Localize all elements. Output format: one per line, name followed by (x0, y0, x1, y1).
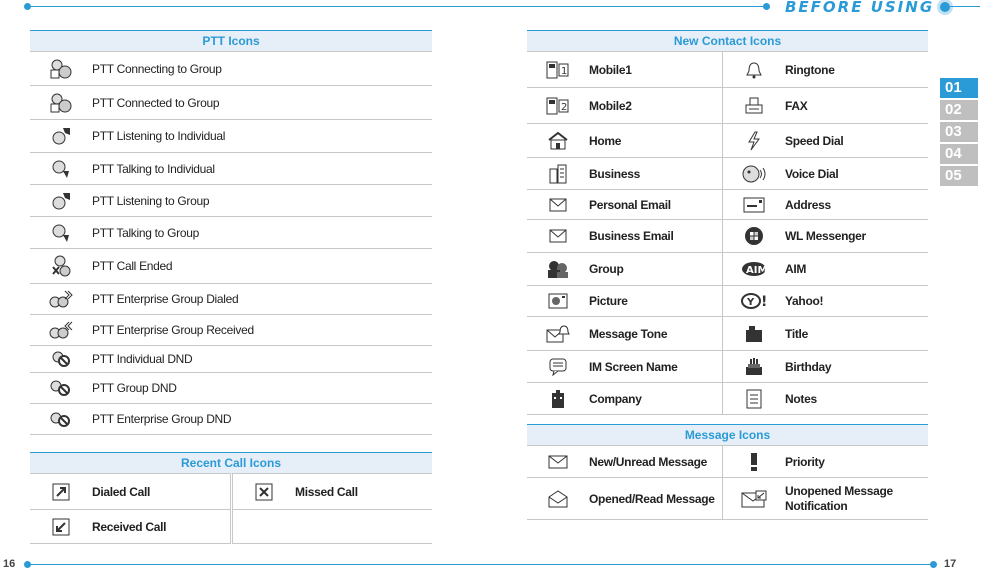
missed-call-icon (255, 484, 273, 498)
top-rule-right (950, 6, 980, 7)
table-row (30, 52, 432, 86)
message-tone-label: Message Tone (589, 326, 668, 341)
bottom-rule-dot-right (930, 561, 937, 568)
table-row (527, 124, 928, 158)
home-label: Home (589, 133, 622, 148)
picture-icon (548, 293, 568, 307)
table-row (30, 217, 432, 249)
table-row (527, 253, 928, 286)
mobile2-label: Mobile2 (589, 98, 632, 113)
ptt-call-ended-icon (50, 258, 72, 272)
ptt-talking-individual-icon (50, 161, 72, 175)
unopened-message-notification-label: Unopened Message Notification (785, 483, 893, 513)
ptt-enterprise-received-label: PTT Enterprise Group Received (92, 323, 254, 337)
company-label: Company (589, 391, 642, 406)
chapter-tabs (940, 78, 978, 188)
ptt-group-dnd-label: PTT Group DND (92, 381, 177, 395)
personal-email-icon (549, 197, 567, 211)
mobile1-icon (546, 62, 570, 76)
voice-dial-label: Voice Dial (785, 166, 839, 181)
chapter-tab-05[interactable]: 05 (940, 166, 978, 186)
opened-read-message-icon (548, 491, 568, 505)
title-icon (745, 326, 763, 340)
ptt-connected-group-label: PTT Connected to Group (92, 95, 220, 110)
aim-icon (741, 261, 767, 275)
received-call-label: Received Call (92, 519, 167, 534)
unopened-message-notification-icon (741, 491, 767, 505)
ptt-individual-dnd-icon (50, 351, 72, 365)
birthday-label: Birthday (785, 359, 832, 374)
yahoo-label: Yahoo! (785, 294, 824, 308)
birthday-icon (744, 359, 764, 373)
table-row (527, 158, 928, 190)
wl-messenger-label: WL Messenger (785, 229, 866, 243)
svg-text:Y: Y (747, 297, 755, 308)
aim-label: AIM (785, 262, 807, 276)
ptt-talking-group-icon (50, 225, 72, 239)
ptt-individual-dnd-label: PTT Individual DND (92, 352, 193, 366)
address-label: Address (785, 197, 831, 212)
ptt-talking-group-label: PTT Talking to Group (92, 225, 199, 240)
group-label: Group (589, 262, 624, 276)
speed-dial-icon (745, 133, 763, 147)
group-icon (546, 261, 570, 275)
table-row (30, 373, 432, 404)
ptt-listening-individual-icon (50, 128, 72, 142)
address-icon (743, 197, 765, 211)
wl-messenger-icon (744, 228, 764, 242)
fax-icon (745, 98, 763, 112)
ptt-listening-individual-label: PTT Listening to Individual (92, 129, 226, 143)
table-row (30, 284, 432, 315)
top-rule-dot-right (940, 2, 950, 12)
notes-label: Notes (785, 391, 817, 406)
section-title: BEFORE USING (785, 0, 935, 16)
new-contact-icons-table (527, 30, 928, 415)
recent-call-icons-title: Recent Call Icons (30, 453, 432, 474)
table-row (527, 317, 928, 351)
priority-icon (748, 454, 760, 468)
voice-dial-icon (742, 166, 766, 180)
bottom-rule-dot-left (24, 561, 31, 568)
table-row (527, 220, 928, 253)
table-row (527, 52, 928, 88)
table-row (30, 315, 432, 346)
table-row (30, 153, 432, 185)
table-row (30, 346, 432, 373)
top-rule (28, 6, 768, 7)
table-row (30, 86, 432, 120)
page-number-left: 16 (3, 558, 16, 570)
table-row (527, 190, 928, 220)
ptt-enterprise-received-icon (49, 322, 73, 336)
notes-icon (746, 391, 762, 405)
table-row (30, 510, 432, 544)
svg-text:1: 1 (561, 65, 568, 77)
svg-text:AIM: AIM (746, 265, 767, 276)
svg-text:2: 2 (561, 101, 568, 113)
dialed-call-label: Dialed Call (92, 484, 151, 499)
table-row (30, 185, 432, 217)
top-rule-dot-mid (763, 3, 770, 10)
chapter-tab-03[interactable]: 03 (940, 122, 978, 142)
chapter-tab-04[interactable]: 04 (940, 144, 978, 164)
mobile1-label: Mobile1 (589, 62, 632, 77)
ptt-listening-group-label: PTT Listening to Group (92, 193, 210, 208)
company-icon (550, 391, 566, 405)
table-row (30, 120, 432, 153)
ptt-enterprise-dnd-icon (50, 411, 72, 425)
home-icon (548, 133, 568, 147)
ptt-enterprise-dialed-icon (49, 291, 73, 305)
im-screen-name-label: IM Screen Name (589, 359, 678, 374)
mobile2-icon (546, 98, 570, 112)
table-row (527, 478, 928, 520)
ptt-enterprise-dnd-label: PTT Enterprise Group DND (92, 412, 232, 426)
ptt-icons-table (30, 30, 432, 435)
new-unread-message-label: New/Unread Message (589, 454, 707, 469)
table-row (527, 88, 928, 124)
new-unread-message-icon (548, 454, 568, 468)
im-screen-name-icon (549, 359, 567, 373)
bottom-rule (28, 564, 930, 565)
table-row (527, 446, 928, 478)
table-row (30, 249, 432, 284)
table-row (30, 474, 432, 510)
chapter-tab-02[interactable]: 02 (940, 100, 978, 120)
ptt-call-ended-label: PTT Call Ended (92, 259, 173, 273)
fax-label: FAX (785, 98, 808, 113)
message-tone-icon (546, 326, 570, 340)
ptt-talking-individual-label: PTT Talking to Individual (92, 161, 215, 176)
table-row (527, 286, 928, 317)
personal-email-label: Personal Email (589, 197, 671, 212)
ptt-connecting-group-label: PTT Connecting to Group (92, 61, 222, 76)
table-row (30, 404, 432, 435)
priority-label: Priority (785, 454, 825, 469)
speed-dial-label: Speed Dial (785, 133, 844, 148)
ptt-connected-group-icon (50, 95, 72, 109)
missed-call-label: Missed Call (295, 484, 358, 499)
chapter-tab-01[interactable]: 01 (940, 78, 978, 98)
message-icons-title: Message Icons (527, 425, 928, 446)
recent-call-icons-table (30, 452, 432, 544)
new-contact-icons-title: New Contact Icons (527, 31, 928, 52)
title-label: Title (785, 326, 808, 341)
ptt-listening-group-icon (50, 193, 72, 207)
business-email-icon (549, 229, 567, 243)
page-number-right: 17 (944, 558, 957, 570)
yahoo-icon (741, 293, 767, 310)
ptt-icons-title: PTT Icons (30, 31, 432, 52)
svg-text:!: ! (761, 294, 767, 310)
ringtone-icon (745, 62, 763, 76)
ptt-group-dnd-icon (50, 380, 72, 394)
top-rule-dot-left (24, 3, 31, 10)
dialed-call-icon (52, 484, 70, 498)
opened-read-message-label: Opened/Read Message (589, 491, 715, 506)
ptt-connecting-group-icon (50, 61, 72, 75)
table-row (527, 383, 928, 415)
business-email-label: Business Email (589, 229, 674, 243)
table-row (527, 351, 928, 383)
ptt-enterprise-dialed-label: PTT Enterprise Group Dialed (92, 292, 239, 306)
message-icons-table (527, 424, 928, 520)
picture-label: Picture (589, 294, 628, 308)
ringtone-label: Ringtone (785, 62, 835, 77)
business-icon (548, 166, 568, 180)
business-label: Business (589, 166, 640, 181)
received-call-icon (52, 519, 70, 533)
